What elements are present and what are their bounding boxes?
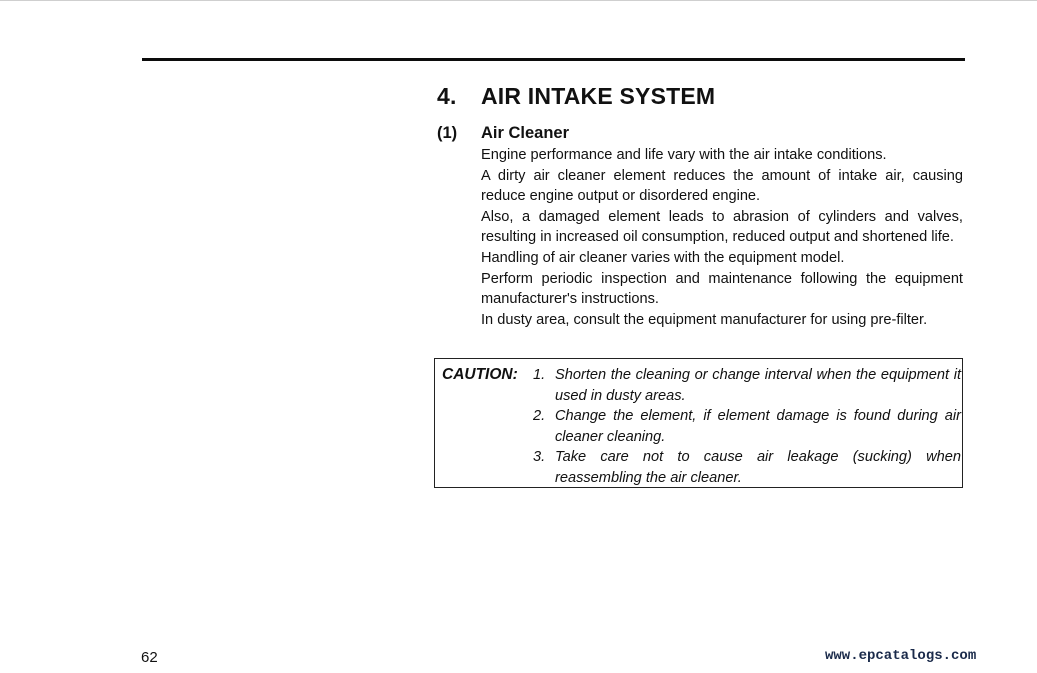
paragraph: Handling of air cleaner varies with the equipment model. [481,249,845,266]
paragraph: A dirty air cleaner element reduces the amount of intake air, causing reduce engine output or disordered engine. [481,167,963,205]
caution-label: CAUTION: [442,366,518,383]
subsection-number: (1) [437,124,458,142]
header-rule [142,58,965,61]
caution-item-text: Shorten the cleaning or change interval when the equipment it used in dusty areas. [555,367,961,404]
paragraph: Perform periodic inspection and maintenance following the equipment manufacturer's instructions. [481,270,963,308]
caution-item [533,447,961,488]
caution-box [434,358,963,488]
body-text [481,145,963,330]
watermark-url: www.epcatalogs.com [825,648,977,664]
section-title: AIR INTAKE SYSTEM [481,83,716,109]
caution-list [533,365,961,489]
subsection-title: Air Cleaner [481,124,570,142]
page-number: 62 [141,649,158,666]
paragraph: Also, a damaged element leads to abrasion of cylinders and valves, resulting in increased oil consumption, reduced output and shortened life. [481,208,963,246]
paragraph: In dusty area, consult the equipment manufacturer for using pre-filter. [481,311,928,328]
subsection-heading [437,124,569,143]
caution-item-text: Change the element, if element damage is found during air cleaner cleaning. [555,408,961,445]
section-heading [437,83,715,110]
caution-item-number: 2. [533,408,546,425]
section-number: 4. [437,83,457,109]
caution-item-number: 1. [533,367,546,383]
caution-item-text: Take care not to cause air leakage (sucking) when reassembling the air cleaner. [555,449,961,486]
caution-item [533,406,961,447]
caution-item-number: 3. [533,449,546,466]
page-top-edge [0,0,1037,1]
paragraph: Engine performance and life vary with the air intake conditions. [481,147,887,163]
caution-item [533,365,961,406]
